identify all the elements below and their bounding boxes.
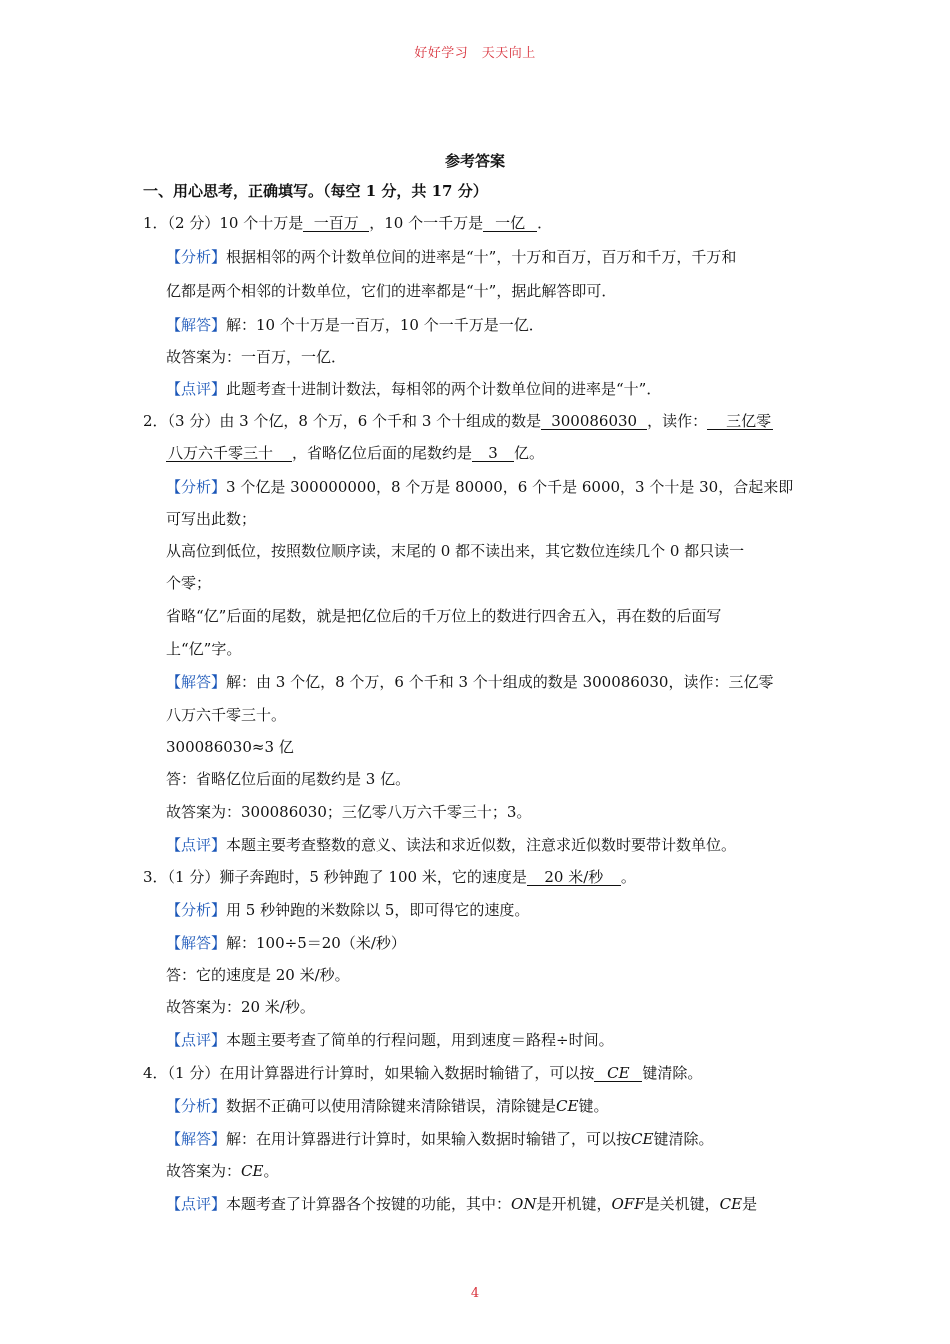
analysis-line: 【分析】数据不正确可以使用清除键来清除错误，清除键是CE键。	[166, 1097, 609, 1115]
analysis-line: 个零；	[166, 574, 212, 592]
question-1: 1．（2 分）10 个十万是 一百万 ，10 个一千万是 一亿 ．	[143, 214, 553, 232]
answer-tag: 【解答】	[166, 1130, 227, 1148]
answer-tag: 【解答】	[166, 673, 227, 691]
analysis-tag: 【分析】	[166, 478, 227, 496]
answer-blank: 20 米/秒	[527, 869, 621, 886]
answer-line: 【解答】解：由 3 个亿，8 个万，6 个千和 3 个十组成的数是 300086030，读作：三亿零	[166, 673, 774, 691]
page-title: 参考答案	[444, 152, 505, 170]
analysis-line: 亿都是两个相邻的计数单位，它们的进率都是“十”，据此解答即可．	[166, 282, 617, 300]
answer-blank: CE	[594, 1065, 642, 1082]
question-2: 2．（3 分）由 3 个亿，8 个万，6 个千和 3 个十组成的数是 300086030 ，读作： 三亿零	[143, 412, 772, 430]
analysis-line: 从高位到低位，按照数位顺序读，末尾的 0 都不读出来，其它数位连续几个 0 都只读一	[166, 542, 745, 560]
answer-line: 【解答】解：10 个十万是一百万，10 个一千万是一亿．	[166, 316, 544, 334]
answer-line: 八万六千零三十。	[166, 706, 287, 724]
answer-line: 答：它的速度是 20 米/秒。	[166, 966, 350, 984]
comment-tag: 【点评】	[166, 1195, 227, 1213]
answer-blank: 三亿零	[707, 413, 773, 430]
final-answer: 故答案为：CE。	[166, 1162, 279, 1180]
analysis-tag: 【分析】	[166, 1097, 227, 1115]
analysis-tag: 【分析】	[166, 248, 227, 266]
section-heading: 一、用心思考，正确填写。（每空 1 分，共 17 分）	[143, 182, 488, 200]
final-answer: 故答案为：300086030；三亿零八万六千零三十；3。	[166, 803, 532, 821]
comment-line: 【点评】本题主要考查整数的意义、读法和求近似数，注意求近似数时要带计数单位。	[166, 836, 737, 854]
final-answer: 故答案为：20 米/秒。	[166, 998, 315, 1016]
analysis-line: 【分析】用 5 秒钟跑的米数除以 5，即可得它的速度。	[166, 901, 530, 919]
page-number: 4	[470, 1286, 480, 1301]
analysis-line: 可写出此数；	[166, 510, 257, 528]
answer-tag: 【解答】	[166, 934, 227, 952]
answer-line: 【解答】解：在用计算器进行计算时，如果输入数据时输错了，可以按CE键清除。	[166, 1130, 714, 1148]
comment-line: 【点评】本题主要考查了简单的行程问题，用到速度＝路程÷时间。	[166, 1031, 614, 1049]
answer-blank: 300086030	[541, 413, 647, 430]
answer-blank: 一百万	[303, 215, 369, 232]
answer-line: 300086030≈3 亿	[166, 738, 294, 756]
analysis-tag: 【分析】	[166, 901, 227, 919]
question-3: 3．（1 分）狮子奔跑时，5 秒钟跑了 100 米，它的速度是 20 米/秒 。	[143, 868, 636, 886]
answer-blank: 3	[472, 445, 514, 462]
answer-line: 答：省略亿位后面的尾数约是 3 亿。	[166, 770, 411, 788]
analysis-line: 上“亿”字。	[166, 640, 242, 658]
page-header: 好好学习 天天向上	[414, 46, 536, 61]
question-4: 4．（1 分）在用计算器进行计算时，如果输入数据时输错了，可以按 CE 键清除。	[143, 1064, 703, 1082]
answer-line: 【解答】解：100÷5＝20（米/秒）	[166, 934, 406, 952]
answer-tag: 【解答】	[166, 316, 227, 334]
comment-line: 【点评】本题考查了计算器各个按键的功能，其中：ON是开机键，OFF是关机键，CE是	[166, 1195, 758, 1213]
comment-tag: 【点评】	[166, 836, 227, 854]
answer-blank: 一亿	[483, 215, 537, 232]
comment-tag: 【点评】	[166, 380, 227, 398]
analysis-line: 省略“亿”后面的尾数，就是把亿位后的千万位上的数进行四舍五入，再在数的后面写	[166, 607, 722, 625]
answer-blank: 八万六千零三十	[166, 445, 292, 462]
comment-tag: 【点评】	[166, 1031, 227, 1049]
analysis-line: 【分析】3 个亿是 300000000，8 个万是 80000，6 个千是 6000，3 个十是 30，合起来即	[166, 478, 794, 496]
question-2-cont: 八万六千零三十 ，省略亿位后面的尾数约是 3 亿。	[168, 444, 545, 462]
comment-line: 【点评】此题考查十进制计数法，每相邻的两个计数单位间的进率是“十”．	[166, 380, 662, 398]
analysis-line: 【分析】根据相邻的两个计数单位间的进率是“十”，十万和百万，百万和千万，千万和	[166, 248, 737, 266]
final-answer: 故答案为：一百万，一亿．	[166, 348, 347, 366]
